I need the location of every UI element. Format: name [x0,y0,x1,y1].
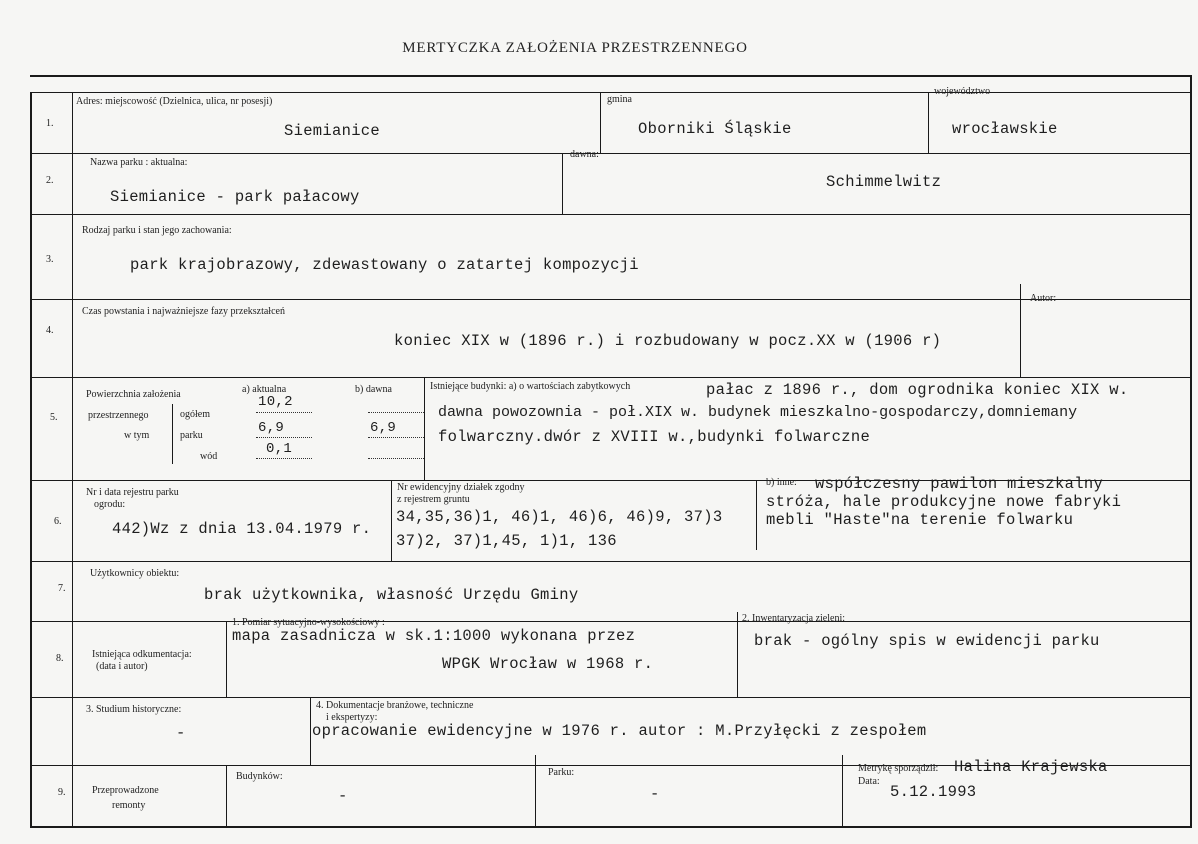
park-renov-label: Parku: [548,767,575,778]
historical-study-label: 3. Studium historyczne: [86,704,182,715]
dotted-line [256,437,312,438]
current-area-label: a) aktualna [242,384,287,395]
voivodeship-label: województwo [934,86,991,97]
former-name-value: Schimmelwitz [826,173,942,191]
area-label-2: przestrzennego [88,410,149,421]
greenery-value: brak - ogólny spis w ewidencji parku [754,632,1100,650]
buildings-label: Istniejące budynki: a) o wartościach zabytkowych [430,381,631,392]
park-name-value: Siemianice - park pałacowy [110,188,360,206]
row-number: 2. [46,175,54,186]
survey-line-1: mapa zasadnicza w sk.1:1000 wykonana przez [232,627,636,645]
buildings-line-1: pałac z 1896 r., dom ogrodnika koniec XIX w. [706,381,1129,399]
gmina-label: gmina [607,94,632,105]
buildings-renov-label: Budynków: [236,771,283,782]
register-label-2: ogrodu: [94,499,126,510]
branch-docs-value: opracowanie ewidencyjne w 1976 r. autor : M.Przyłęcki z zespołem [312,722,927,740]
plots-line-2: 37)2, 37)1,45, 1)1, 136 [396,532,617,550]
dotted-line [368,412,424,413]
park-area-label: parku [180,430,203,441]
address-label: Adres: miejscowość (Dzielnica, ulica, nr posesji) [76,96,273,107]
documentation-label-2: (data i autor) [96,661,148,672]
register-label: Nr i data rejestru parku [86,487,179,498]
row-number: 1. [46,118,54,129]
renovations-label: Przeprowadzone [92,785,159,796]
dotted-line [368,437,424,438]
survey-line-2: WPGK Wrocław w 1968 r. [442,655,654,673]
form-title: MERTYCZKA ZAŁOŻENIA PRZESTRZENNEGO [402,40,748,56]
row-number: 7. [58,583,66,594]
gmina-value: Oborniki Śląskie [638,120,792,138]
history-value: koniec XIX w (1896 r.) i rozbudowany w pocz.XX w (1906 r) [394,332,942,350]
park-current-value: 6,9 [258,420,285,436]
park-type-label: Rodzaj parku i stan jego zachowania: [82,225,232,236]
author-label: Autor: [1030,293,1057,304]
plots-line-1: 34,35,36)1, 46)1, 46)6, 46)9, 37)3 [396,508,723,526]
row-number: 4. [46,325,54,336]
row-number: 5. [50,412,58,423]
total-current-value: 10,2 [258,394,293,410]
row-number: 6. [54,516,62,527]
branch-docs-label: 4. Dokumentacje branżowe, techniczne [316,700,474,711]
renovations-label-2: remonty [112,800,146,811]
historical-study-value: - [176,724,186,742]
park-renov-value: - [650,785,660,803]
park-name-label: Nazwa parku : aktualna: [90,157,188,168]
dotted-line [368,458,424,459]
row-number: 8. [56,653,64,664]
users-value: brak użytkownika, własność Urzędu Gminy [204,586,579,604]
history-label: Czas powstania i najważniejsze fazy przekształceń [82,306,285,317]
row-number: 3. [46,254,54,265]
greenery-label: 2. Inwentaryzacja zieleni: [742,613,845,624]
total-label: ogółem [180,409,210,420]
water-area-label: wód [200,451,218,462]
area-label: Powierzchnia założenia [86,389,181,400]
documentation-label: Istniejąca odkumentacja: [92,649,192,660]
area-label-3: w tym [124,430,150,441]
buildings-line-2: dawna powozownia - poł.XIX w. budynek mieszkalno-gospodarczy,domniemany [438,404,1078,421]
plots-label-2: z rejestrem gruntu [397,494,470,505]
row-number: 9. [58,787,66,798]
register-value: 442)Wz z dnia 13.04.1979 r. [112,520,372,538]
dotted-line [256,458,312,459]
water-current-value: 0,1 [266,441,293,457]
buildings-line-3: folwarczny.dwór z XVIII w.,budynki folwarczne [438,428,871,446]
date-value: 5.12.1993 [890,783,977,801]
other-buildings-label: b) inne: [766,477,797,488]
other-buildings-line-2: stróża, hale produkcyjne nowe fabryki [766,493,1122,511]
dotted-line [256,412,312,413]
other-buildings-line-3: mebli "Haste"na terenie folwarku [766,511,1074,529]
plots-label: Nr ewidencyjny działek zgodny [397,482,525,493]
address-value: Siemianice [284,122,381,140]
survey-label: 1. Pomiar sytuacyjno-wysokościowy : [232,617,385,628]
date-label: Data: [858,776,880,787]
voivodeship-value: wrocławskie [952,120,1058,138]
other-buildings-line-1: współczesny pawilon mieszkalny [815,475,1104,493]
branch-docs-label-2: i ekspertyzy: [326,712,378,723]
former-name-label: dawna: [570,149,599,160]
users-label: Użytkownicy obiektu: [90,568,180,579]
prepared-by-label: Metrykę sporządził: [858,763,939,774]
prepared-by-value: Halina Krajewska [954,758,1108,776]
park-former-value: 6,9 [370,420,397,436]
buildings-renov-value: - [338,787,348,805]
park-type-value: park krajobrazowy, zdewastowany o zatartej kompozycji [130,256,639,274]
former-area-label: b) dawna [355,384,392,395]
